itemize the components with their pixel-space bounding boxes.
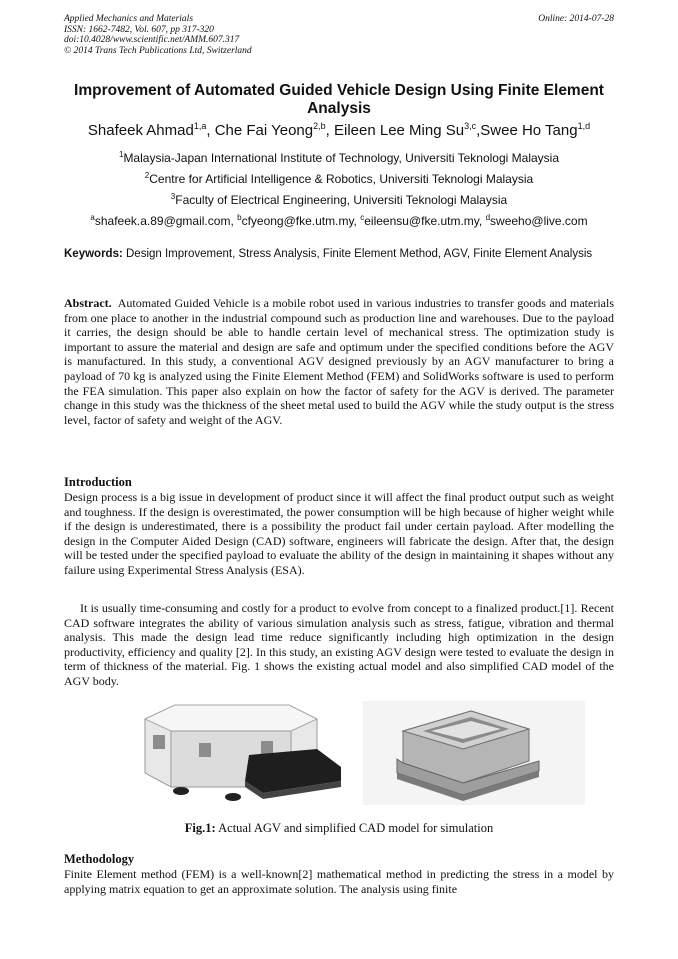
author-sup: 1,d — [577, 121, 591, 131]
figure-caption — [0, 821, 678, 836]
journal-name: Applied Mechanics and Materials — [64, 14, 194, 24]
online-date: Online: 2014-07-28 — [538, 14, 614, 24]
figure-images — [141, 701, 587, 805]
email-text: shafeek.a.89@gmail.com, — [94, 214, 238, 228]
author-name: Che Fai Yeong — [214, 122, 314, 139]
abstract-text: Automated Guided Vehicle is a mobile robot used in various industries to transfer goods and materials from one place to another in the industrial compound such as production line and warehouses. Due to the payload it carries, the design should be able to handle certain level of mechanical stress. The optimization study is important to assure the material and design are safe and optimum under the specified conditions before the AGV is manufactured. In this study, a conventional AGV designed previously by an AGV manufacturer to bring a payload of 70 kg is analyzed using the Finite Element Method (FEM) and SolidWorks software is used to perform the FEA simulation. This paper also explain on how the factor of safety for the AGV is derived. The parameter change in this study was the thickness of the sheet metal used to build the AGV while the study output is the stress level, factor of safety and weight of the AGV. — [64, 296, 614, 427]
abstract — [64, 296, 614, 427]
figure-caption-text: Actual AGV and simplified CAD model for simulation — [215, 821, 494, 835]
introduction-heading: Introduction — [64, 475, 132, 489]
email-text: eileensu@fke.utm.my, — [364, 214, 486, 228]
affiliation-text: Faculty of Electrical Engineering, Universiti Teknologi Malaysia — [175, 193, 508, 207]
issn-line: ISSN: 1662-7482, Vol. 607, pp 317-320 — [64, 24, 214, 35]
author-sup: 2,b — [313, 121, 326, 131]
copyright-line: © 2014 Trans Tech Publications Ltd, Switzerland — [64, 45, 252, 56]
figure-1 — [141, 701, 587, 805]
affiliation-1 — [60, 150, 618, 165]
affiliation-text: Centre for Artificial Intelligence & Robotics, Universiti Teknologi Malaysia — [149, 172, 534, 186]
email-sup: c — [360, 213, 365, 222]
author-line: Shafeek Ahmad$^{1,a}$, Che Fai Yeong$^{2,b}$, Eileen Lee Ming Su$^{3,c}$,Swee Ho Tang$^{1,d}$ — [87, 121, 591, 139]
affiliation-text: Malaysia-Japan International Institute of Technology, Universiti Teknologi Malaysia — [123, 151, 560, 165]
email-text: cfyeong@fke.utm.my, — [241, 214, 361, 228]
introduction-paragraph-1: Design process is a big issue in development of product since it will affect the final product output such as weight and toughness. If the design is overestimated, the power consumption will be high because of higher weight while if the design is underestimated, there is a possibility the product fail under certain payload. After modelling the design in the Computer Aided Design (CAD) software, engineers will fabricate the design. After that, the design will be tested under the specified payload to evaluate the ability of the design in maintaining it shapes without any failure using Experimental Stress Analysis (ESA). — [64, 490, 614, 577]
email-sup: a — [90, 213, 95, 222]
email-sup: b — [237, 213, 242, 222]
paper-title: Improvement of Automated Guided Vehicle Design Using Finite Element Analysis — [74, 82, 604, 117]
author-name: Shafeek Ahmad — [87, 122, 194, 139]
doi-line: doi:10.4028/www.scientific.net/AMM.607.317 — [64, 35, 240, 45]
email-sup: d — [485, 213, 491, 222]
email-line — [60, 213, 618, 228]
author-sup: 1,a — [193, 121, 207, 131]
author-sup: 3,c — [464, 121, 477, 131]
keywords-text: Design Improvement, Stress Analysis, Finite Element Method, AGV, Finite Element Analysis — [126, 248, 593, 260]
author-name: Eileen Lee Ming Su — [333, 122, 465, 139]
affiliation-sup: 3 — [170, 192, 176, 201]
methodology-paragraph-1: Finite Element method (FEM) is a well-known[2] mathematical method in predicting the stress in a model by applying matrix equation to get an approximate solution. The analysis using finite — [64, 867, 614, 896]
keywords — [64, 248, 614, 261]
keywords-label: Keywords: — [64, 248, 123, 260]
abstract-label: Abstract. — [64, 296, 112, 310]
journal-header — [64, 14, 252, 56]
cad-model-render — [363, 701, 585, 805]
affiliation-2 — [60, 171, 618, 186]
figure-label: Fig.1: — [184, 821, 216, 835]
affiliation-sup: 1 — [118, 150, 124, 159]
author-name: Swee Ho Tang — [480, 122, 578, 139]
affiliation-3 — [60, 192, 618, 207]
affiliation-sup: 2 — [144, 171, 150, 180]
actual-agv-photo — [145, 705, 341, 801]
methodology-heading: Methodology — [64, 852, 135, 866]
introduction-paragraph-2: It is usually time-consuming and costly for a product to evolve from concept to a finalized product.[1]. Recent CAD software integrates the ability of various simulation analysis such as stress, fatigue, vibration and thermal analysis. This made the design lead time reduce significantly including high optimization in the design productivity, efficiency and quality [2]. In this study, an existing AGV design were tested to evaluate the design in term of thickness of the material. Fig. 1 shows the existing actual model and also simplified CAD model of the AGV body. — [64, 601, 614, 688]
email-text: sweeho@live.com — [490, 214, 588, 228]
